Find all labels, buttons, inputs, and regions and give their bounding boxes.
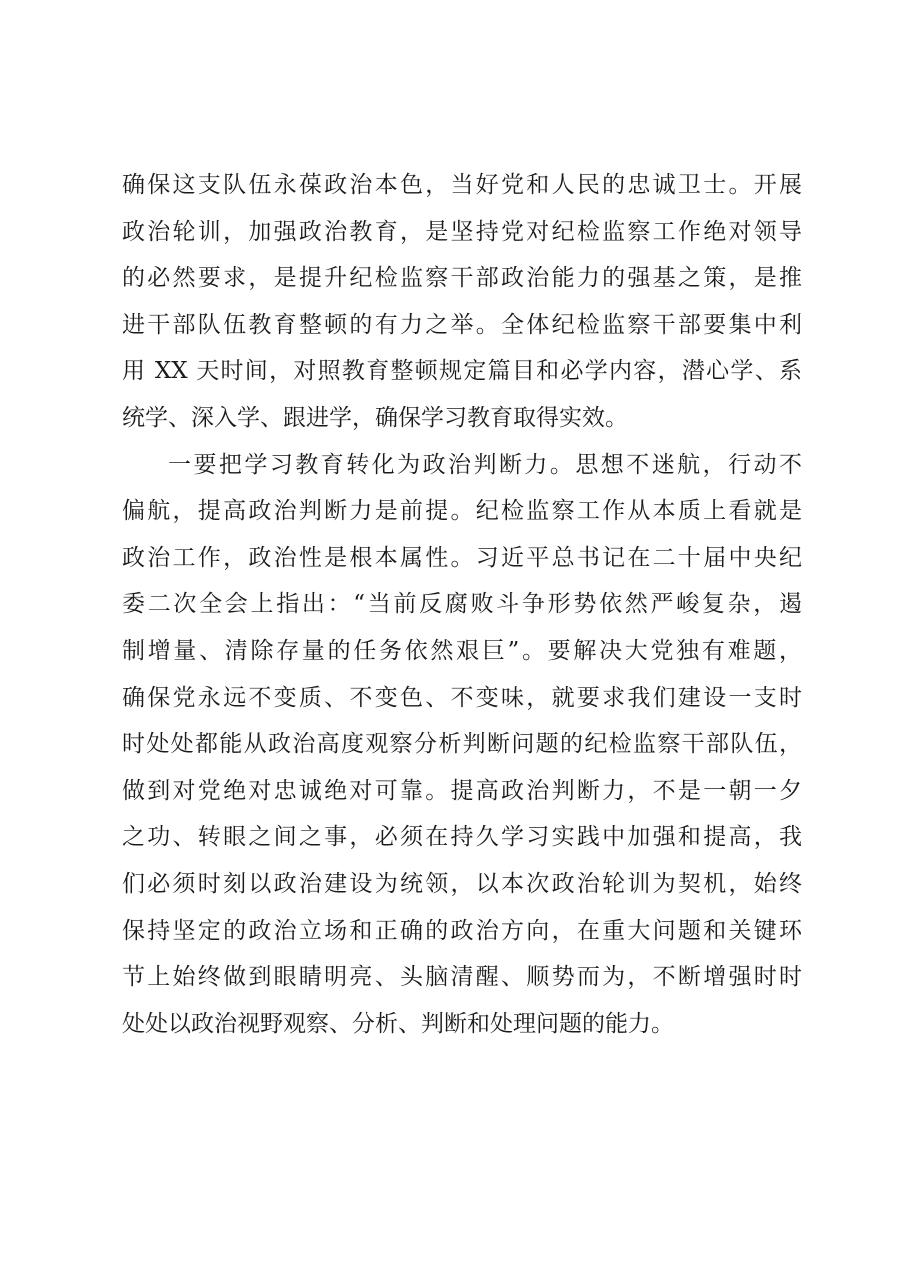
paragraph-line: 进干部队伍教育整顿的有力之举。全体纪检监察干部要集中利 <box>122 311 802 338</box>
paragraph-line: 确保这支队伍永葆政治本色，当好党和人民的忠诚卫士。开展 <box>122 172 802 198</box>
paragraph-line: 们必须时刻以政治建设为统领，以本次政治轮训为契机，始终 <box>122 870 802 897</box>
paragraph-line: 的必然要求，是提升纪检监察干部政治能力的强基之策，是推 <box>122 265 802 292</box>
paragraph-line: 委二次全会上指出：“当前反腐败斗争形势依然严峻复杂，遏 <box>122 591 802 618</box>
paragraph-line: 一要把学习教育转化为政治判断力。思想不迷航，行动不 <box>168 451 802 478</box>
paragraph-line: 处处以政治视野观察、分析、判断和处理问题的能力。 <box>122 1010 674 1037</box>
paragraph-1 <box>122 162 802 442</box>
paragraph-line: 制增量、清除存量的任务依然艰巨”。要解决大党独有难题， <box>122 637 802 664</box>
paragraph-line: 时处处都能从政治高度观察分析判断问题的纪检监察干部队伍， <box>122 731 802 758</box>
document-body <box>122 162 802 1047</box>
paragraph-line: 政治工作，政治性是根本属性。习近平总书记在二十届中央纪 <box>122 544 802 571</box>
paragraph-line: 用 XX 天时间，对照教育整顿规定篇目和必学内容，潜心学、系 <box>122 358 802 385</box>
paragraph-line: 政治轮训，加强政治教育，是坚持党对纪检监察工作绝对领导 <box>122 218 802 245</box>
paragraph-line: 偏航，提高政治判断力是前提。纪检监察工作从本质上看就是 <box>122 498 802 525</box>
paragraph-line: 节上始终做到眼睛明亮、头脑清醒、顺势而为，不断增强时时 <box>122 964 802 991</box>
paragraph-line: 保持坚定的政治立场和正确的政治方向，在重大问题和关键环 <box>122 917 802 944</box>
paragraph-line: 做到对党绝对忠诚绝对可靠。提高政治判断力，不是一朝一夕 <box>122 777 802 804</box>
paragraph-line: 确保党永远不变质、不变色、不变味，就要求我们建设一支时 <box>122 684 802 711</box>
paragraph-line: 统学、深入学、跟进学，确保学习教育取得实效。 <box>122 404 628 431</box>
paragraph-2 <box>122 442 802 1048</box>
paragraph-line: 之功、转眼之间之事，必须在持久学习实践中加强和提高，我 <box>122 824 802 851</box>
